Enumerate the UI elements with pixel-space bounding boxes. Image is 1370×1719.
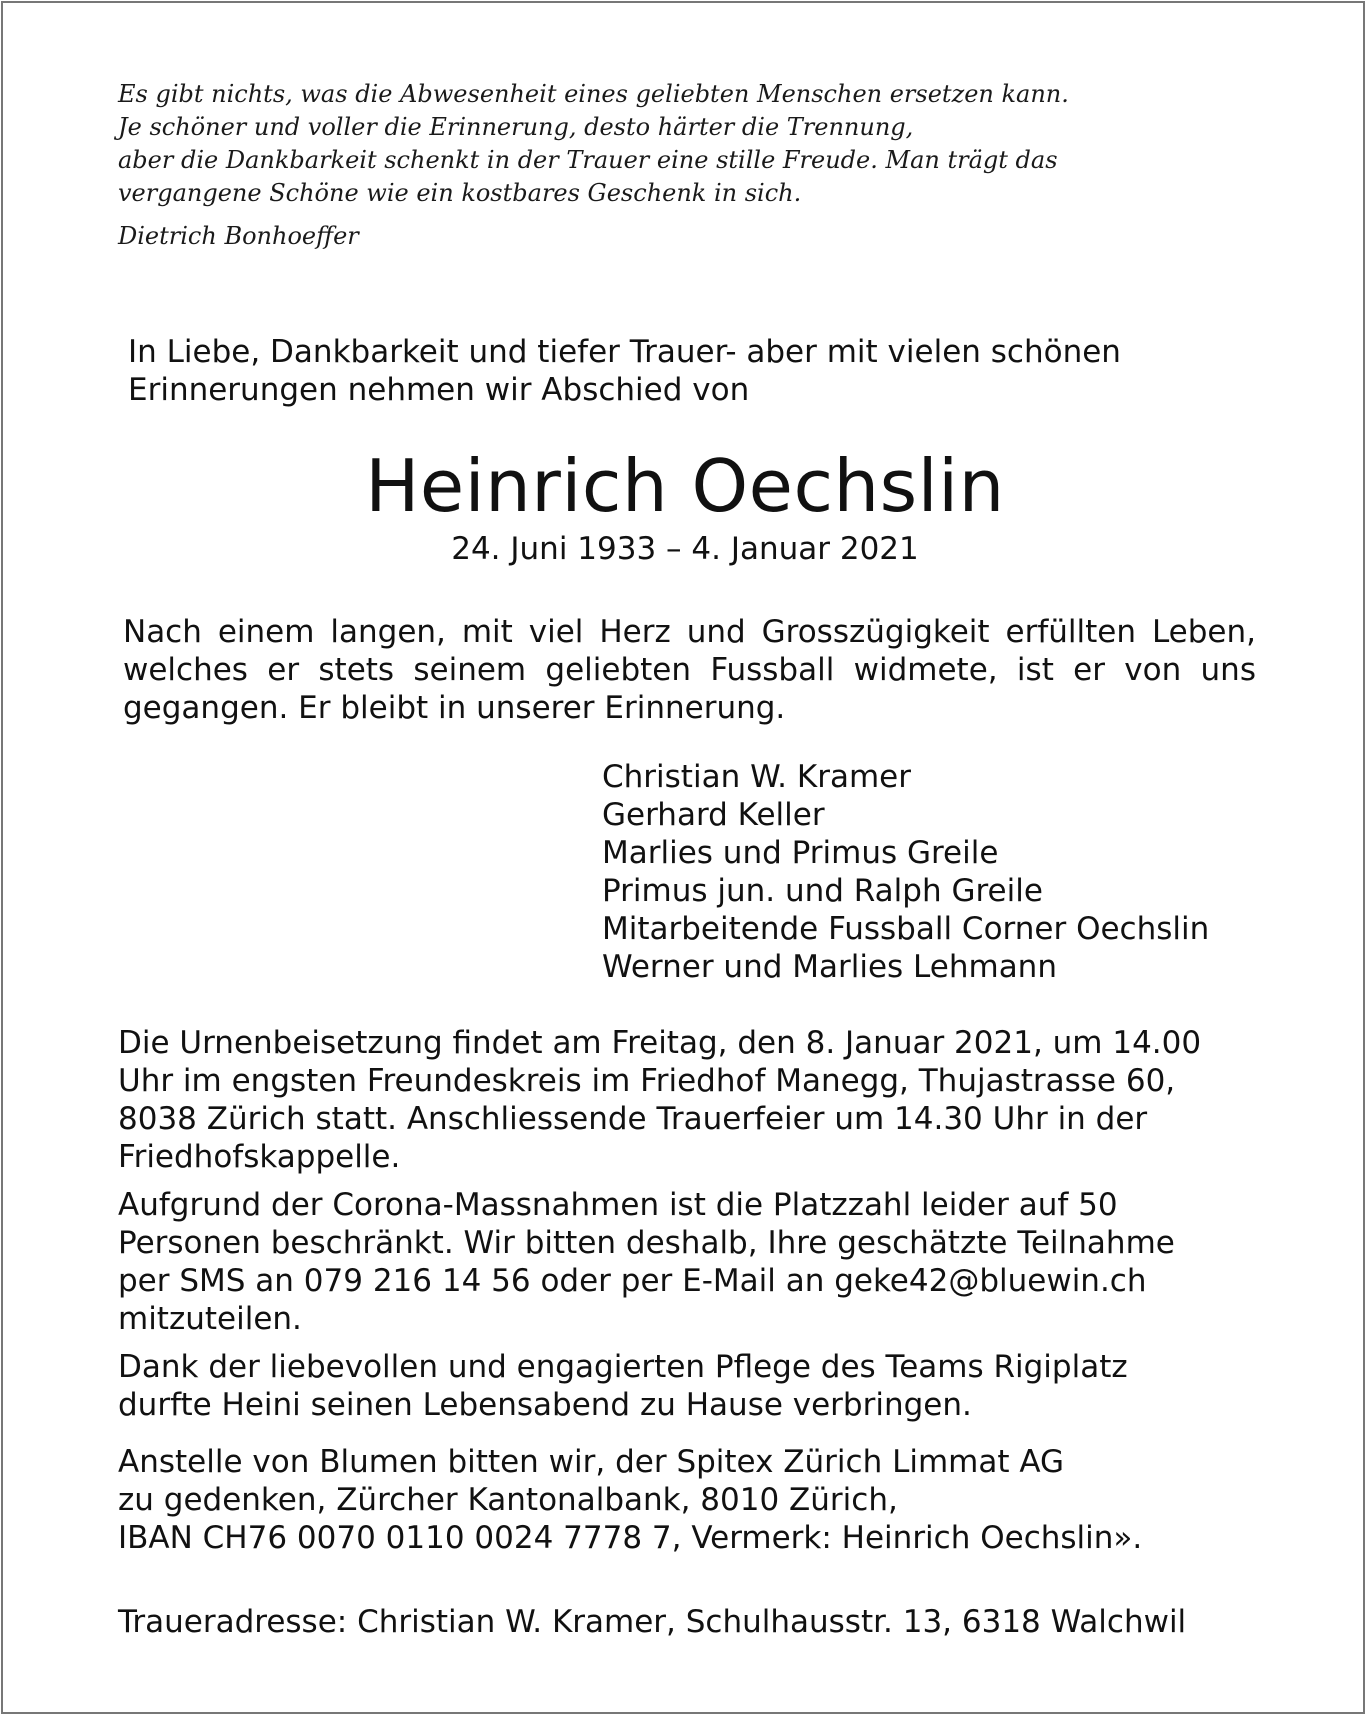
- mourning-address: Traueradresse: Christian W. Kramer, Schulhausstr. 13, 6318 Walchwil: [118, 1604, 1187, 1640]
- quote-line-3: aber die Dankbarkeit schenkt in der Trauer eine stille Freude. Man trägt das: [118, 146, 1058, 174]
- mourner-item: Gerhard Keller: [602, 797, 825, 833]
- corona-line-2: Personen beschränkt. Wir bitten deshalb, Ihre geschätzte Teilnahme: [118, 1225, 1175, 1261]
- mourner-item: Mitarbeitende Fussball Corner Oechslin: [602, 911, 1210, 947]
- deceased-name: Heinrich Oechslin: [365, 444, 1005, 528]
- mourner-item: Marlies und Primus Greile: [602, 835, 999, 871]
- donation-line-3: IBAN CH76 0070 0110 0024 7778 7, Vermerk: Heinrich Oechslin».: [118, 1520, 1143, 1556]
- donation-line-2: zu gedenken, Zürcher Kantonalbank, 8010 Zürich,: [118, 1482, 898, 1518]
- ceremony-line-1: Die Urnenbeisetzung findet am Freitag, den 8. Januar 2021, um 14.00: [118, 1025, 1202, 1061]
- quote-line-2: Je schöner und voller die Erinnerung, desto härter die Trennung,: [118, 113, 914, 141]
- quote-line-4: vergangene Schöne wie ein kostbares Geschenk in sich.: [118, 179, 802, 207]
- mourner-item: Primus jun. und Ralph Greile: [602, 873, 1043, 909]
- thanks-line-2: durfte Heini seinen Lebensabend zu Hause verbringen.: [118, 1387, 972, 1423]
- ceremony-line-4: Friedhofskappelle.: [118, 1139, 401, 1175]
- thanks-line-1: Dank der liebevollen und engagierten Pflege des Teams Rigiplatz: [118, 1349, 1128, 1385]
- corona-line-3: per SMS an 079 216 14 56 oder per E-Mail an geke42@bluewin.ch: [118, 1263, 1147, 1299]
- quote-author: Dietrich Bonhoeffer: [118, 222, 359, 250]
- corona-line-4: mitzuteilen.: [118, 1301, 302, 1337]
- mourner-item: Werner und Marlies Lehmann: [602, 949, 1057, 985]
- tribute-line-3: gegangen. Er bleibt in unserer Erinnerung.: [123, 690, 786, 726]
- donation-line-1: Anstelle von Blumen bitten wir, der Spitex Zürich Limmat AG: [118, 1444, 1065, 1480]
- mourner-item: Christian W. Kramer: [602, 759, 911, 795]
- quote-line-1: Es gibt nichts, was die Abwesenheit eines geliebten Menschen ersetzen kann.: [118, 80, 1069, 108]
- corona-line-1: Aufgrund der Corona-Massnahmen ist die Platzzahl leider auf 50: [118, 1187, 1118, 1223]
- tribute-line-1: Nach einem langen, mit viel Herz und Grosszügigkeit erfüllten Leben,: [123, 614, 1256, 650]
- ceremony-line-3: 8038 Zürich statt. Anschliessende Trauerfeier um 14.30 Uhr in der: [118, 1101, 1148, 1137]
- intro-line-2: Erinnerungen nehmen wir Abschied von: [128, 372, 750, 408]
- life-dates: 24. Juni 1933 – 4. Januar 2021: [451, 531, 919, 567]
- intro-line-1: In Liebe, Dankbarkeit und tiefer Trauer- aber mit vielen schönen: [128, 334, 1121, 370]
- tribute-line-2: welches er stets seinem geliebten Fussball widmete, ist er von uns: [123, 652, 1256, 688]
- ceremony-line-2: Uhr im engsten Freundeskreis im Friedhof Manegg, Thujastrasse 60,: [118, 1063, 1176, 1099]
